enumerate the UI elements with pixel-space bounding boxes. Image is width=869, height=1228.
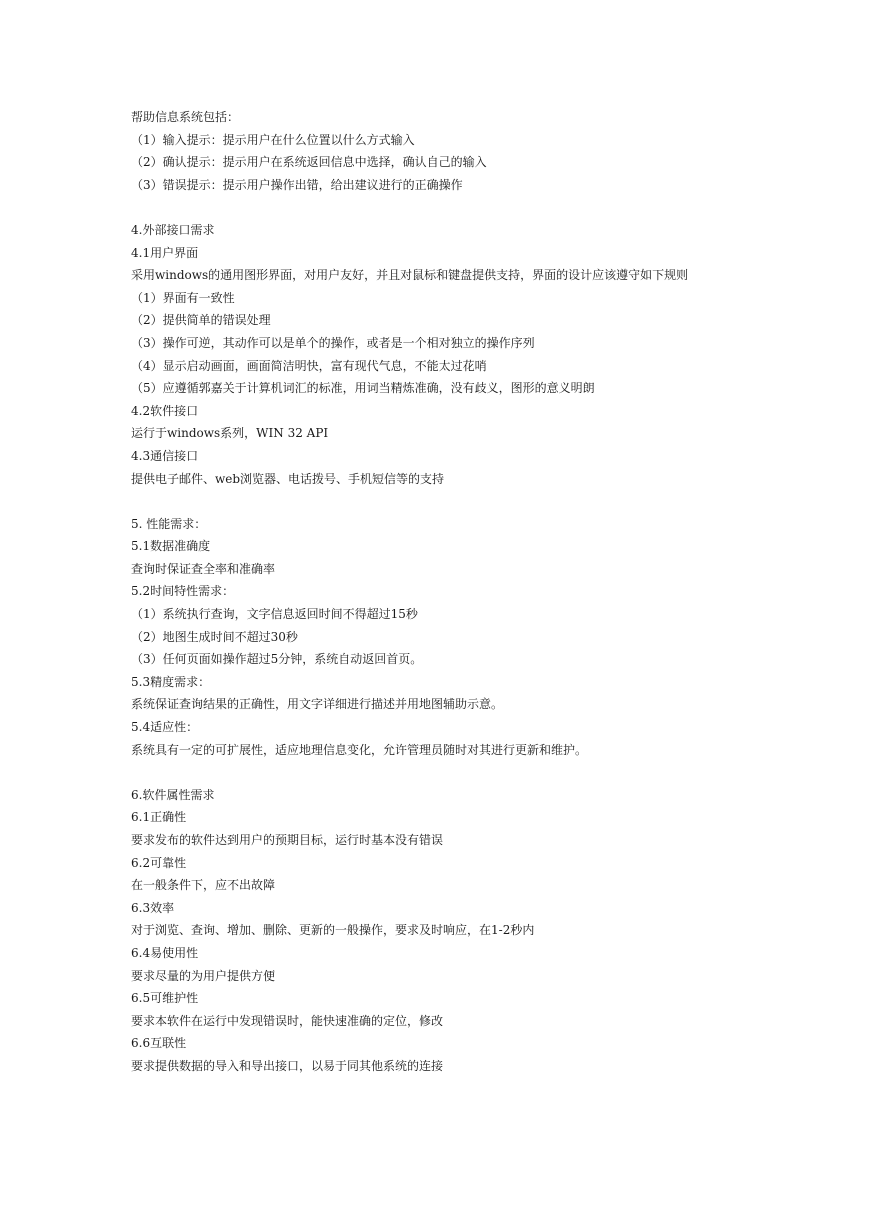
- timing-item: （1）系统执行查询，文字信息返回时间不得超过15秒: [131, 607, 418, 622]
- paragraph: 要求发布的软件达到用户的预期目标，运行时基本没有错误: [131, 833, 444, 847]
- blank-line: [131, 490, 851, 513]
- document-page: [131, 106, 851, 1078]
- subsection-heading: 6.4易使用性: [131, 945, 199, 960]
- subsection-heading: 5.1数据准确度: [131, 539, 211, 554]
- paragraph: 在一般条件下，应不出故障: [131, 878, 276, 893]
- subsection-heading: 6.6互联性: [131, 1036, 187, 1051]
- paragraph: 对于浏览、查询、增加、删除、更新的一般操作，要求及时响应，在1-2秒内: [131, 923, 535, 938]
- section-heading: 6.软件属性需求: [131, 787, 215, 802]
- section-heading: 4.外部接口需求: [131, 222, 215, 237]
- help-item: （3）错误提示：提示用户操作出错，给出建议进行的正确操作: [131, 177, 463, 192]
- blank-line: [131, 761, 851, 784]
- subsection-heading: 4.2软件接口: [131, 403, 199, 418]
- subsection-heading: 6.1正确性: [131, 810, 187, 825]
- paragraph: 运行于windows系列，WIN 32 API: [131, 426, 329, 441]
- paragraph: 提供电子邮件、web浏览器、电话拨号、手机短信等的支持: [131, 471, 445, 486]
- paragraph: 系统保证查询结果的正确性，用文字详细进行描述并用地图辅助示意。: [131, 697, 504, 712]
- subsection-heading: 5.2时间特性需求：: [131, 584, 235, 599]
- rule-item: （4）显示启动画面，画面简洁明快，富有现代气息，不能太过花哨: [131, 358, 487, 373]
- subsection-heading: 6.2可靠性: [131, 855, 187, 870]
- rule-item: （5）应遵循郭嘉关于计算机词汇的标准，用词当精炼准确，没有歧义，图形的意义明朗: [131, 381, 595, 396]
- rule-item: （1）界面有一致性: [131, 290, 235, 305]
- subsection-heading: 6.5可维护性: [131, 991, 199, 1006]
- paragraph: 要求本软件在运行中发现错误时，能快速准确的定位，修改: [131, 1013, 444, 1028]
- paragraph: 采用windows的通用图形界面，对用户友好，并且对鼠标和键盘提供支持，界面的设计应该遵守如下规则: [131, 268, 689, 283]
- subsection-heading: 5.4适应性：: [131, 720, 199, 735]
- help-item: （2）确认提示：提示用户在系统返回信息中选择，确认自己的输入: [131, 155, 487, 170]
- subsection-heading: 4.3通信接口: [131, 448, 199, 463]
- subsection-heading: 4.1用户界面: [131, 245, 199, 260]
- subsection-heading: 5.3精度需求：: [131, 674, 211, 689]
- timing-item: （3）任何页面如操作超过5分钟，系统自动返回首页。: [131, 652, 423, 667]
- rule-item: （3）操作可逆，其动作可以是单个的操作，或者是一个相对独立的操作序列: [131, 335, 535, 350]
- paragraph: 要求尽量的为用户提供方便: [131, 968, 276, 983]
- subsection-heading: 6.3效率: [131, 900, 175, 915]
- paragraph: 查询时保证查全率和准确率: [131, 561, 276, 576]
- rule-item: （2）提供简单的错误处理: [131, 313, 271, 328]
- paragraph: 系统具有一定的可扩展性，适应地理信息变化，允许管理员随时对其进行更新和维护。: [131, 742, 588, 757]
- help-item: （1）输入提示：提示用户在什么位置以什么方式输入: [131, 132, 415, 147]
- help-intro: 帮助信息系统包括：: [131, 110, 240, 124]
- blank-line: [131, 196, 851, 219]
- paragraph: 要求提供数据的导入和导出接口，以易于同其他系统的连接: [131, 1058, 444, 1073]
- timing-item: （2）地图生成时间不超过30秒: [131, 629, 298, 644]
- section-heading: 5. 性能需求：: [131, 516, 207, 531]
